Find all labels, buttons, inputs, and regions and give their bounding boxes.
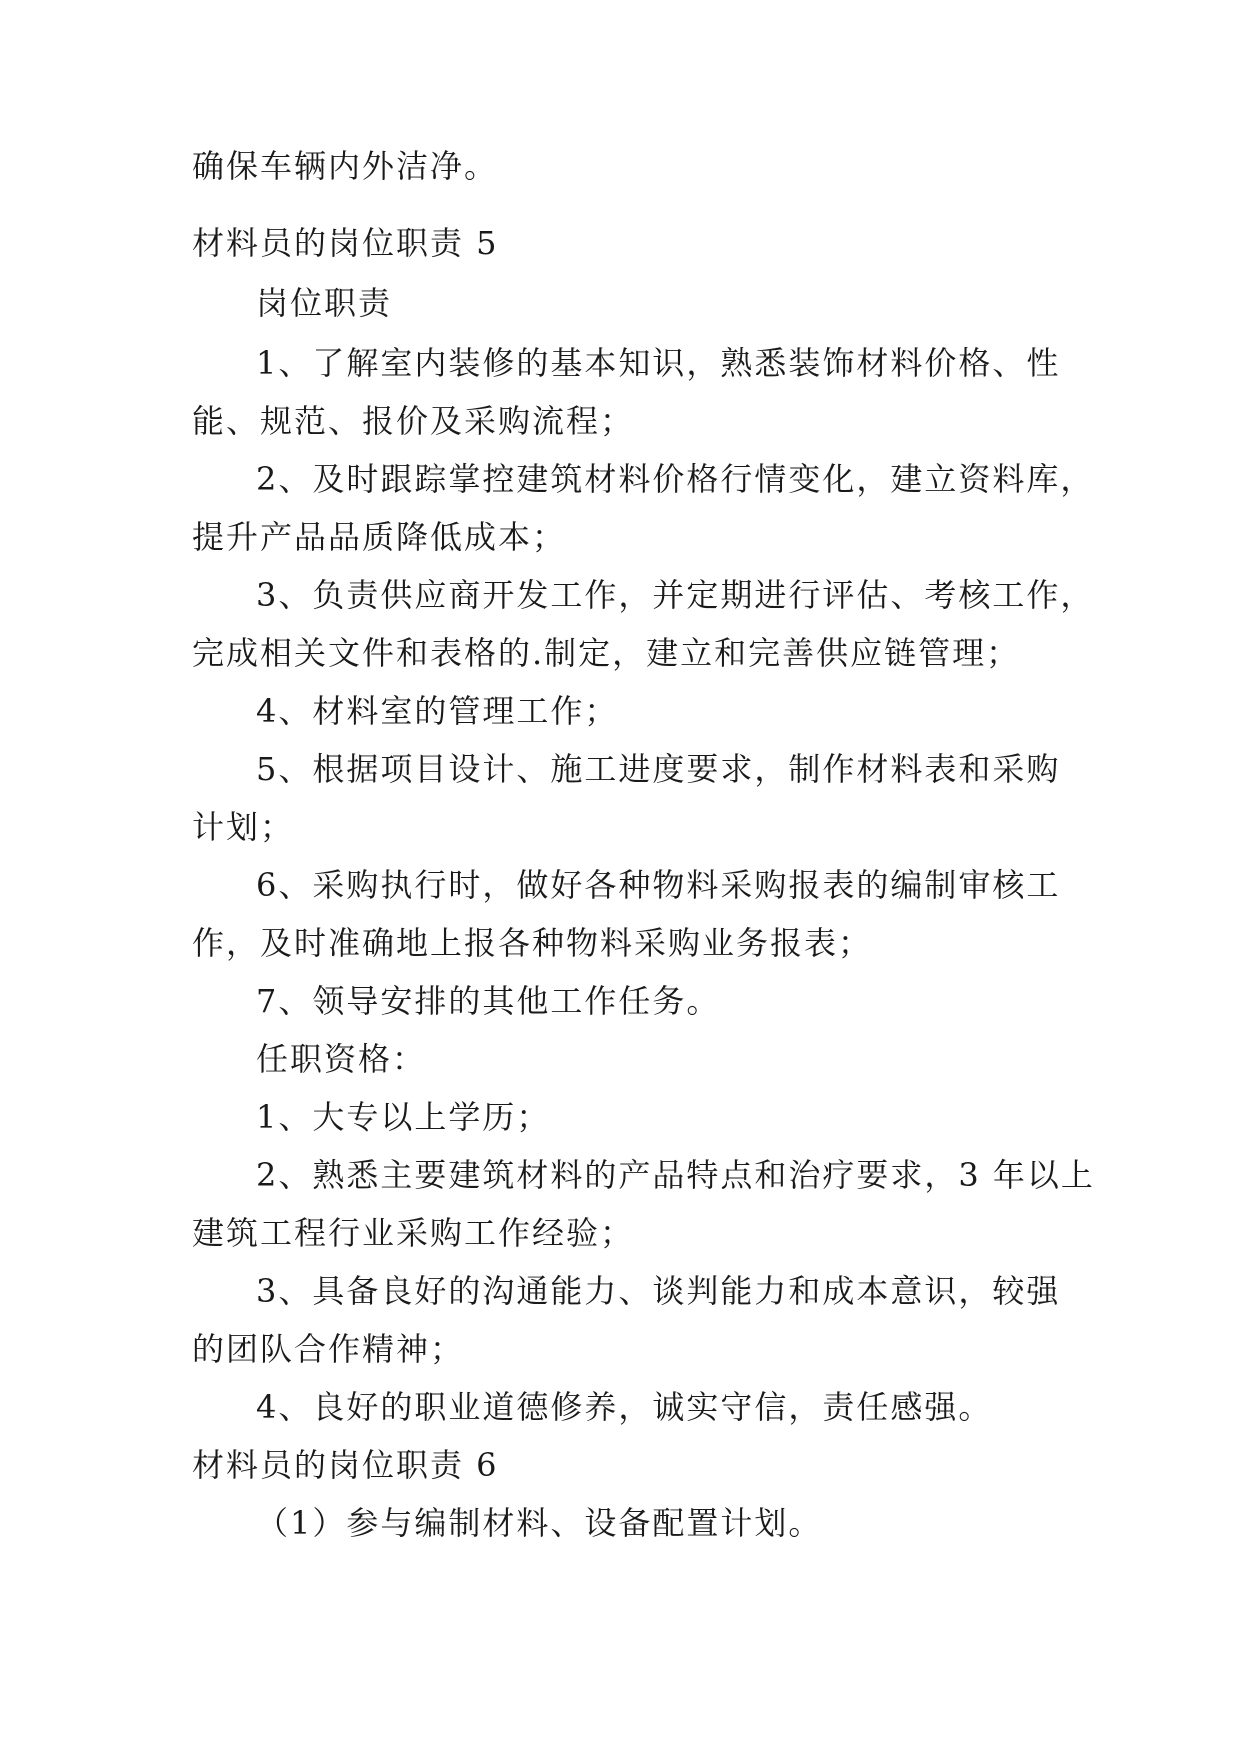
text-line: 的团队合作精神； [192,1330,465,1368]
text-line: （1）参与编制材料、设备配置计划。 [256,1504,823,1542]
subheading: 任职资格： [256,1040,427,1078]
text-line: 确保车辆内外洁净。 [192,147,499,185]
text-line: 2、及时跟踪掌控建筑材料价格行情变化，建立资料库， [256,460,1095,498]
text-line: 作，及时准确地上报各种物料采购业务报表； [192,924,873,962]
text-line: 建筑工程行业采购工作经验； [192,1214,635,1252]
text-line: 完成相关文件和表格的.制定，建立和完善供应链管理； [192,634,1021,672]
text-line: 1、大专以上学历； [256,1098,551,1136]
text-line: 6、采购执行时，做好各种物料采购报表的编制审核工 [256,866,1061,904]
text-line: 4、材料室的管理工作； [256,692,619,730]
text-line: 1、了解室内装修的基本知识，熟悉装饰材料价格、性 [256,344,1061,382]
text-line: 2、熟悉主要建筑材料的产品特点和治疗要求，3 年以上 [256,1156,1095,1194]
section-heading: 材料员的岗位职责 6 [192,1446,499,1484]
text-line: 5、根据项目设计、施工进度要求，制作材料表和采购 [256,750,1061,788]
text-line: 3、具备良好的沟通能力、谈判能力和成本意识，较强 [256,1272,1061,1310]
subheading: 岗位职责 [256,284,393,322]
text-line: 4、良好的职业道德修养，诚实守信，责任感强。 [256,1388,993,1426]
section-heading: 材料员的岗位职责 5 [192,224,499,262]
text-line: 3、负责供应商开发工作，并定期进行评估、考核工作， [256,576,1095,614]
text-line: 能、规范、报价及采购流程； [192,402,635,440]
text-line: 7、领导安排的其他工作任务。 [256,982,721,1020]
text-line: 提升产品品质降低成本； [192,518,567,556]
text-line: 计划； [192,808,295,846]
